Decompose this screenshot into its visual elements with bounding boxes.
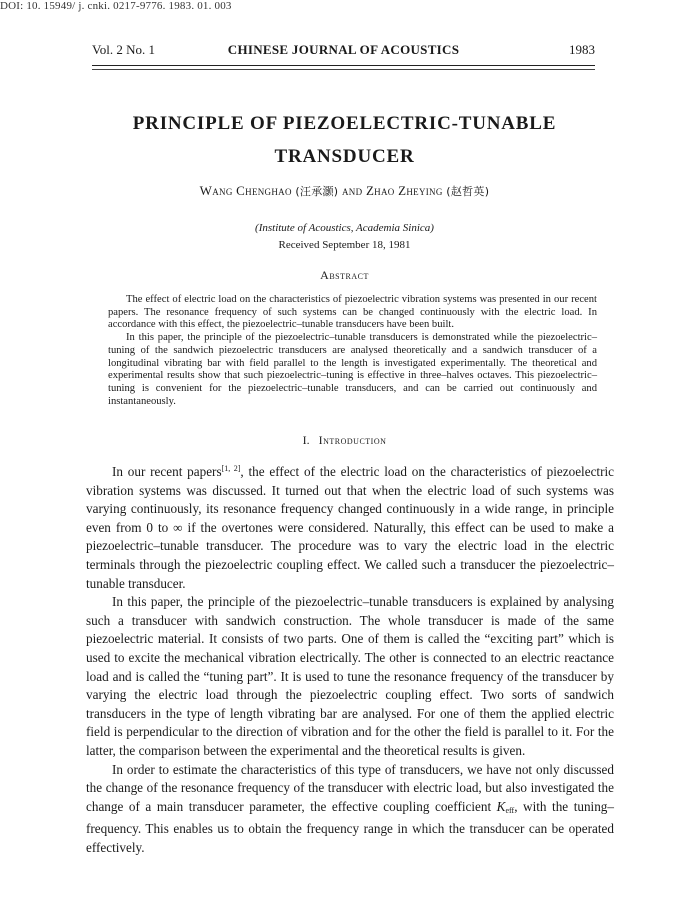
introduction-body bbox=[86, 460, 614, 857]
journal-name: CHINESE JOURNAL OF ACOUSTICS bbox=[227, 42, 460, 57]
paper-title-line-1: PRINCIPLE OF PIEZOELECTRIC-TUNABLE bbox=[132, 113, 557, 134]
paper-title-line-2: TRANSDUCER bbox=[274, 146, 415, 167]
citation-reference[interactable]: [1, 2] bbox=[221, 464, 241, 473]
author-line bbox=[0, 183, 689, 199]
author-1-name: Wang Chenghao bbox=[199, 183, 292, 198]
author-1-chinese-name: (汪承灏) bbox=[295, 185, 339, 198]
body-text: , with the tuning–frequency. This enables us to obtain the frequency range in which the transducer can be operated effectively. bbox=[86, 798, 614, 855]
abstract-body bbox=[108, 294, 597, 408]
coupling-coefficient-symbol: K bbox=[496, 798, 506, 814]
author-conjunction: and bbox=[341, 183, 363, 198]
abstract-heading: Abstract bbox=[320, 268, 369, 282]
abstract-paragraph: In this paper, the principle of the piezoelectric–tunable transducers is demonstrated while the piezoelectric–tuning of the sandwich piezoelectric transducers are analysed theoretically and a sandwich transducer of a longitudinal vibrating bar with field parallel to the length is investigated experimentally. The theoretical and experimental results show that such piezoelectric–tuning is effective in three–halves octaves. This piezoelectric–tuning is convenient for the piezoelectric–tunable transducers, and can be carried out continuously and instantaneously. bbox=[108, 332, 597, 407]
body-text: In order to estimate the characteristics of this type of transducers, we have not only discussed the change of the resonance frequency of the transducer with electric load, but also investigated the change of a main transducer parameter, the effective coupling coefficient bbox=[86, 761, 614, 814]
received-date: Received September 18, 1981 bbox=[278, 239, 411, 251]
section-heading bbox=[0, 433, 689, 448]
body-paragraph-1 bbox=[86, 460, 614, 593]
volume-number: Vol. 2 No. 1 bbox=[92, 42, 155, 57]
author-2-name: Zhao Zheying bbox=[365, 183, 443, 198]
coupling-coefficient-subscript: eff bbox=[505, 805, 515, 815]
body-text: , the effect of the electric load on the characteristics of piezoelectric vibration systems was discussed. It turned out that when the electric load of such systems was varying continuously, its resonance frequency changed continuously in a wide range, in principle even from 0 to ∞ if the overtones were considered. Naturally, this effect can be used to make a piezoelectric–tunable transducer. The procedure was to vary the electric load in the electric terminals through the piezoelectric coupling effect. We called such a transducer the piezoelectric–tunable transducer. bbox=[86, 464, 615, 591]
affiliation: (Institute of Acoustics, Academia Sinica) bbox=[255, 222, 434, 234]
section-title: Introduction bbox=[318, 433, 387, 447]
header-rule-thick bbox=[92, 65, 595, 66]
section-number: I. bbox=[302, 433, 310, 447]
header-rule-thin bbox=[92, 69, 595, 70]
doi-line: DOI: 10. 15949/ j. cnki. 0217-9776. 1983. 01. 003 bbox=[0, 0, 232, 12]
publication-year: 1983 bbox=[569, 42, 595, 57]
author-2-chinese-name: (赵哲英) bbox=[446, 185, 490, 198]
running-header bbox=[92, 42, 595, 60]
body-paragraph-3 bbox=[86, 761, 614, 858]
body-paragraph-2: In this paper, the principle of the piezoelectric–tunable transducers is explained by analysing such a transducer with sandwich construction. The whole transducer is made of the same piezoelectric material. It consists of two parts. One of them is called the “exciting part” which is used to excite the mechanical vibration electrically. The other is connected to an electric reactance load and is called the “tuning part”. It is used to tune the resonance frequency of the transducer by varying the electric load through the piezoelectric coupling effect. Two sorts of sandwich transducers in the type of length vibrating bar are analysed. For one of them the applied electric field is perpendicular to the direction of vibration and for the other the field is parallel to it. For the latter, the comparison between the experimental and the theoretical results is given. bbox=[86, 594, 614, 758]
abstract-paragraph: The effect of electric load on the characteristics of piezoelectric vibration systems was presented in our recent papers. The resonance frequency of such systems can be changed continuously with the electric load. In accordance with this effect, the piezoelectric–tunable transducers have been built. bbox=[108, 294, 597, 331]
body-text: In our recent papers bbox=[112, 464, 222, 479]
